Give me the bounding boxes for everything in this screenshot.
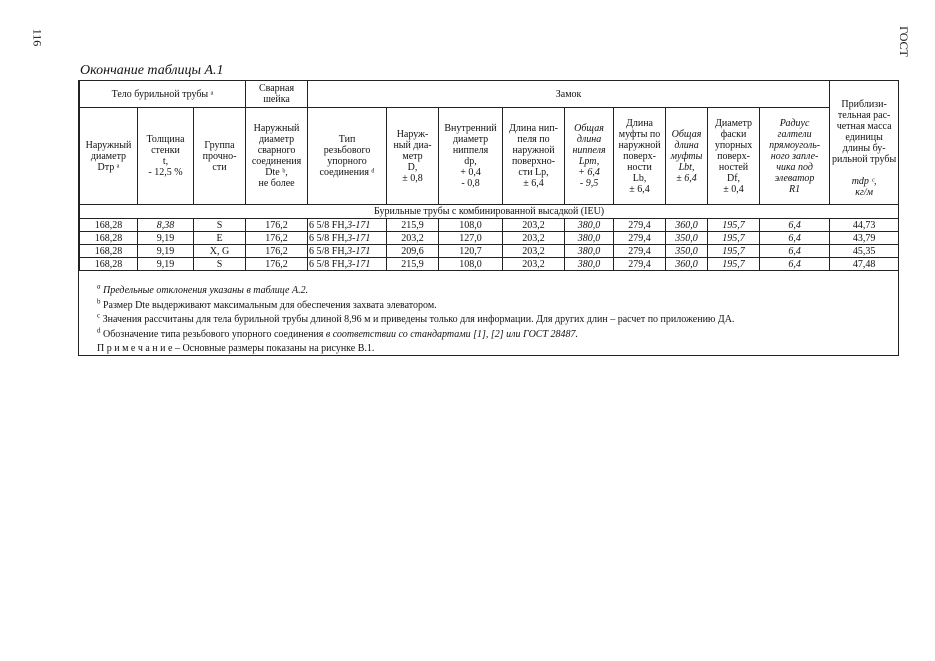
- cell-outer-diameter: 168,28: [80, 258, 138, 271]
- cell-grade: X, G: [194, 245, 246, 258]
- header-pin-inner-diameter: Внутренний диаметр ниппеля dр, + 0,4 - 0,8: [439, 108, 503, 205]
- group-header-body: Тело бурильной трубы ᵃ: [80, 81, 246, 108]
- cell-box-length: 279,4: [614, 219, 666, 232]
- cell-total-box: 360,0: [666, 258, 708, 271]
- table-container: [78, 80, 899, 356]
- table-row: [80, 219, 899, 232]
- cell-outer-diameter: 168,28: [80, 219, 138, 232]
- cell-radius: 6,4: [760, 245, 830, 258]
- group-header-mass: [830, 81, 899, 205]
- cell-lock-diameter: 209,6: [387, 245, 439, 258]
- note-a: [97, 284, 734, 299]
- cell-grade: S: [194, 219, 246, 232]
- note-c-marker: c: [97, 311, 101, 320]
- cell-connection-alt: 3-171: [347, 245, 371, 257]
- table-notes: [97, 284, 734, 357]
- cell-connection-alt: 3-171: [347, 232, 371, 244]
- cell-mass: 45,35: [830, 245, 899, 258]
- header-total-box-length: Общая длина муфты Lbt, ± 6,4: [666, 108, 708, 205]
- section-title: Бурильные трубы с комбинированной высадкой (IEU): [80, 205, 899, 219]
- cell-pin-length: 203,2: [503, 232, 565, 245]
- table-row: [80, 245, 899, 258]
- cell-connection: [308, 232, 387, 245]
- cell-pin-length: 203,2: [503, 219, 565, 232]
- cell-outer-diameter: 168,28: [80, 245, 138, 258]
- header-pin-length: Длина нип- пеля по наружной поверхно- сти Lр, ± 6,4: [503, 108, 565, 205]
- note-d-text: Обозначение типа резьбового упорного соединения: [103, 328, 326, 340]
- header-fillet-radius: Радиус галтели прямоуголь- ного запле- чика под элеватор R1: [760, 108, 830, 205]
- cell-wall: 9,19: [138, 232, 194, 245]
- note-a-text: Предельные отклонения указаны в таблице А.2.: [103, 285, 309, 296]
- header-box-length: Длина муфты по наружной поверх- ности Lb, ± 6,4: [614, 108, 666, 205]
- cell-total-pin: 380,0: [565, 219, 614, 232]
- note-a-marker: a: [97, 282, 101, 291]
- cell-pin-inner: 108,0: [439, 258, 503, 271]
- cell-radius: 6,4: [760, 258, 830, 271]
- cell-pin-length: 203,2: [503, 245, 565, 258]
- cell-weld-diameter: 176,2: [246, 258, 308, 271]
- note-c: [97, 313, 734, 328]
- cell-grade: E: [194, 232, 246, 245]
- cell-box-length: 279,4: [614, 258, 666, 271]
- cell-bevel: 195,7: [708, 258, 760, 271]
- cell-bevel: 195,7: [708, 219, 760, 232]
- cell-wall: 9,19: [138, 245, 194, 258]
- cell-pin-inner: 108,0: [439, 219, 503, 232]
- cell-connection-main: 6 5/8 FH,: [309, 232, 348, 244]
- group-header-neck: Сварная шейка: [246, 81, 308, 108]
- cell-wall: 9,19: [138, 258, 194, 271]
- cell-connection-alt: 3-171: [347, 258, 371, 270]
- cell-mass: 47,48: [830, 258, 899, 271]
- cell-total-box: 350,0: [666, 232, 708, 245]
- cell-radius: 6,4: [760, 232, 830, 245]
- cell-pin-inner: 127,0: [439, 232, 503, 245]
- note-b-marker: b: [97, 297, 101, 306]
- running-head: ГОСТ: [896, 26, 911, 57]
- header-lock-outer-diameter: Наруж- ный диа- метр D, ± 0,8: [387, 108, 439, 205]
- table-caption: Окончание таблицы А.1: [80, 63, 224, 78]
- cell-grade: S: [194, 258, 246, 271]
- note-b-text: Размер Dte выдерживают максимальным для обеспечения захвата элеватором.: [103, 299, 437, 311]
- header-weld-diameter: Наружный диаметр сварного соединения Dte ᵇ, не более: [246, 108, 308, 205]
- note-d-marker: d: [97, 326, 101, 335]
- cell-weld-diameter: 176,2: [246, 232, 308, 245]
- note-b: [97, 299, 734, 314]
- cell-bevel: 195,7: [708, 232, 760, 245]
- cell-connection-main: 6 5/8 FH,: [309, 245, 348, 257]
- cell-connection-main: 6 5/8 FH,: [309, 258, 348, 270]
- note-c-text: Значения рассчитаны для тела бурильной трубы длиной 8,96 м и приведены только для информации. Для других длин – расчет по приложению ДА.: [102, 314, 735, 326]
- header-connection-type: Тип резьбового упорного соединения ᵈ: [308, 108, 387, 205]
- cell-weld-diameter: 176,2: [246, 219, 308, 232]
- cell-pin-inner: 120,7: [439, 245, 503, 258]
- header-total-pin-length: Общая длина ниппеля Lрт, + 6,4 - 9,5: [565, 108, 614, 205]
- table-row: [80, 258, 899, 271]
- group-header-lock: Замок: [308, 81, 830, 108]
- table-row: [80, 232, 899, 245]
- cell-lock-diameter: 215,9: [387, 219, 439, 232]
- cell-pin-length: 203,2: [503, 258, 565, 271]
- header-outer-diameter: Наружный диаметр Dтр ᵃ: [80, 108, 138, 205]
- cell-total-box: 360,0: [666, 219, 708, 232]
- cell-connection: [308, 258, 387, 271]
- cell-weld-diameter: 176,2: [246, 245, 308, 258]
- cell-total-box: 350,0: [666, 245, 708, 258]
- cell-wall: 8,38: [138, 219, 194, 232]
- header-wall-thickness: Толщина стенки t, - 12,5 %: [138, 108, 194, 205]
- header-strength-grade: Группа прочно- сти: [194, 108, 246, 205]
- note-remark: П р и м е ч а н и е – Основные размеры показаны на рисунке В.1.: [97, 343, 375, 355]
- cell-connection-main: 6 5/8 FH,: [309, 219, 348, 231]
- cell-box-length: 279,4: [614, 245, 666, 258]
- cell-mass: 43,79: [830, 232, 899, 245]
- cell-box-length: 279,4: [614, 232, 666, 245]
- cell-total-pin: 380,0: [565, 258, 614, 271]
- cell-connection-alt: 3-171: [347, 219, 371, 231]
- cell-bevel: 195,7: [708, 245, 760, 258]
- note-d: [97, 328, 734, 343]
- cell-lock-diameter: 203,2: [387, 232, 439, 245]
- cell-total-pin: 380,0: [565, 245, 614, 258]
- mass-unit: mdp ᶜ, кг/м: [851, 175, 877, 198]
- cell-connection: [308, 219, 387, 232]
- note-d-italic: в соответствии со стандартами [1], [2] или ГОСТ 28487.: [325, 328, 579, 340]
- cell-lock-diameter: 215,9: [387, 258, 439, 271]
- cell-connection: [308, 245, 387, 258]
- dimensions-table: [79, 80, 899, 271]
- cell-total-pin: 380,0: [565, 232, 614, 245]
- cell-radius: 6,4: [760, 219, 830, 232]
- cell-mass: 44,73: [830, 219, 899, 232]
- page-number: 116: [30, 28, 45, 47]
- cell-outer-diameter: 168,28: [80, 232, 138, 245]
- mass-label: Приблизи-тельная рас-четная масса единицы длины бу-рильной трубы: [832, 98, 897, 165]
- header-bevel-diameter: Диаметр фаски упорных поверх- ностей Df, ± 0,4: [708, 108, 760, 205]
